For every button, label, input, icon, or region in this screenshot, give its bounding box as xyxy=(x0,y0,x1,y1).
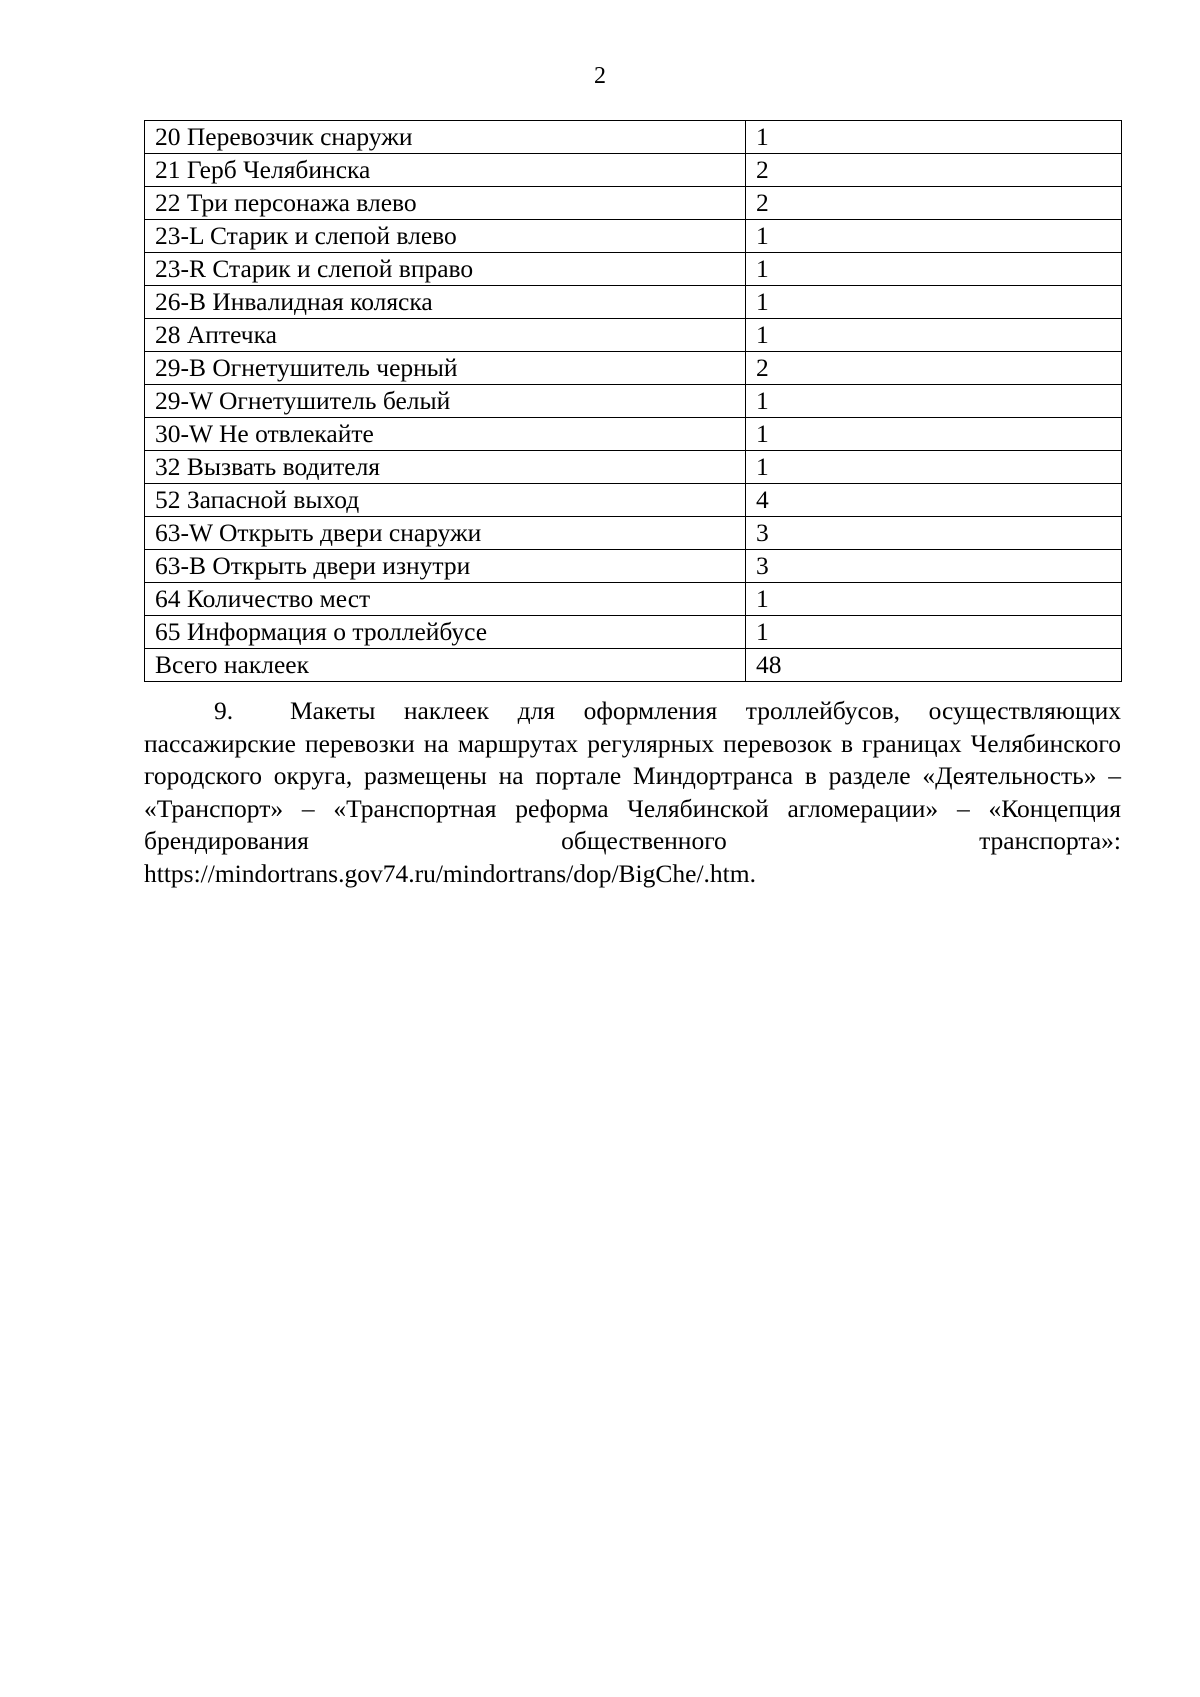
table-row xyxy=(145,616,1122,649)
sticker-name-cell: 26-B Инвалидная коляска xyxy=(145,286,746,319)
sticker-name-cell: 64 Количество мест xyxy=(145,583,746,616)
page-number: 2 xyxy=(594,63,606,89)
table-row xyxy=(145,253,1122,286)
total-label-cell: Всего наклеек xyxy=(145,649,746,682)
sticker-name-cell: 20 Перевозчик снаружи xyxy=(145,121,746,154)
table-row xyxy=(145,220,1122,253)
sticker-name-cell: 29-W Огнетушитель белый xyxy=(145,385,746,418)
sticker-name-cell: 32 Вызвать водителя xyxy=(145,451,746,484)
sticker-name-cell: 30-W Не отвлекайте xyxy=(145,418,746,451)
sticker-qty-cell: 1 xyxy=(746,319,1122,352)
paragraph-number: 9. xyxy=(214,696,234,725)
paragraph-text: Макеты наклеек для оформления троллейбусов, осуществляющих пассажирские перевозки на маршрутах регулярных перевозок в границах Челябинского городского округа, размещены на портале Миндортранса в разделе «Деятельность» – «Транспорт» – «Транспортная реформа Челябинской агломерации» – «Концепция брендирования общественного транспорта»: https://mindortrans.gov74.ru/mindortrans/dop/BigChe/.htm. xyxy=(144,696,1121,888)
table-total-row xyxy=(145,649,1122,682)
sticker-qty-cell: 4 xyxy=(746,484,1122,517)
table-row xyxy=(145,286,1122,319)
table-row xyxy=(145,187,1122,220)
table-row xyxy=(145,352,1122,385)
sticker-qty-cell: 1 xyxy=(746,253,1122,286)
sticker-name-cell: 65 Информация о троллейбусе xyxy=(145,616,746,649)
sticker-name-cell: 63-B Открыть двери изнутри xyxy=(145,550,746,583)
sticker-qty-cell: 2 xyxy=(746,187,1122,220)
total-qty-cell: 48 xyxy=(746,649,1122,682)
sticker-qty-cell: 1 xyxy=(746,121,1122,154)
table-row xyxy=(145,451,1122,484)
sticker-qty-cell: 2 xyxy=(746,154,1122,187)
sticker-name-cell: 63-W Открыть двери снаружи xyxy=(145,517,746,550)
sticker-qty-cell: 1 xyxy=(746,220,1122,253)
table-row xyxy=(145,517,1122,550)
stickers-table xyxy=(144,120,1122,682)
sticker-qty-cell: 3 xyxy=(746,550,1122,583)
table-row xyxy=(145,319,1122,352)
table-row xyxy=(145,385,1122,418)
table-row xyxy=(145,418,1122,451)
sticker-name-cell: 21 Герб Челябинска xyxy=(145,154,746,187)
sticker-name-cell: 22 Три персонажа влево xyxy=(145,187,746,220)
table-row xyxy=(145,154,1122,187)
sticker-name-cell: 23-L Старик и слепой влево xyxy=(145,220,746,253)
sticker-qty-cell: 1 xyxy=(746,451,1122,484)
sticker-name-cell: 28 Аптечка xyxy=(145,319,746,352)
sticker-name-cell: 29-B Огнетушитель черный xyxy=(145,352,746,385)
table-row xyxy=(145,550,1122,583)
table-row xyxy=(145,484,1122,517)
sticker-qty-cell: 1 xyxy=(746,616,1122,649)
table-row xyxy=(145,583,1122,616)
sticker-qty-cell: 1 xyxy=(746,418,1122,451)
sticker-name-cell: 52 Запасной выход xyxy=(145,484,746,517)
table-row xyxy=(145,121,1122,154)
sticker-qty-cell: 2 xyxy=(746,352,1122,385)
sticker-qty-cell: 3 xyxy=(746,517,1122,550)
sticker-name-cell: 23-R Старик и слепой вправо xyxy=(145,253,746,286)
sticker-qty-cell: 1 xyxy=(746,583,1122,616)
sticker-qty-cell: 1 xyxy=(746,286,1122,319)
sticker-qty-cell: 1 xyxy=(746,385,1122,418)
paragraph-9 xyxy=(144,695,1121,890)
